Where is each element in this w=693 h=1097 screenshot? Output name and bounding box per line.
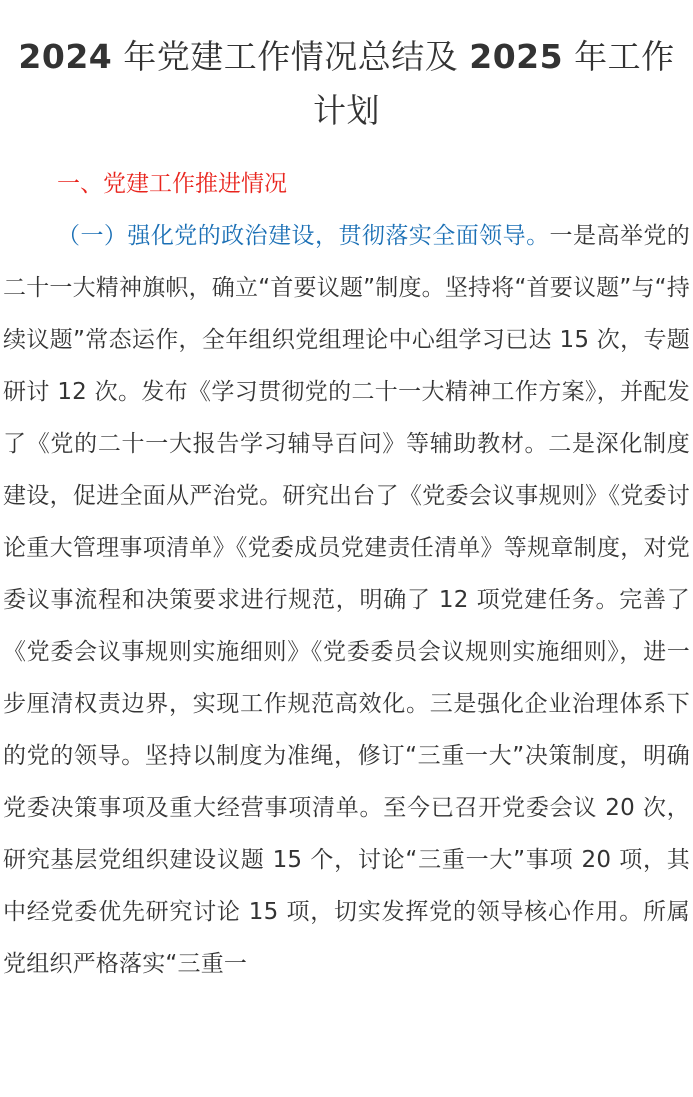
title-year-2025: 2025 bbox=[469, 37, 564, 76]
paragraph-text: 一是高举党的二十一大精神旗帜，确立“首要议题”制度。坚持将“首要议题”与“持续议题”常态运作，全年组织党组理论中心组学习已达 15 次，专题研讨 12 次。发布《学习贯彻党的二十一大精神工作方案》，并配发了《党的二十一大报告学习辅导百问》等辅助教材。二是深化制度建设，促进全面从严治党。研究出台了《党委会议事规则》《党委讨论重大管理事项清单》《党委成员党建责任清单》等规章制度，对党委议事流程和决策要求进行规范，明确了 12 项党建任务。完善了《党委会议事规则实施细则》《党委委员会议规则实施细则》，进一步厘清权责边界，实现工作规范高效化。三是强化企业治理体系下的党的领导。坚持以制度为准绳，修订“三重一大”决策制度，明确党委决策事项及重大经营事项清单。至今已召开党委会议 20 次，研究基层党组织建设议题 15 个，讨论“三重一大”事项 20 项，其中经党委优先研究讨论 15 项，切实发挥党的领导核心作用。所属党组织严格落实“三重一 bbox=[3, 223, 690, 977]
document-title bbox=[3, 30, 690, 138]
subsection-heading: （一）强化党的政治建设，贯彻落实全面领导。 bbox=[57, 223, 550, 249]
title-year-2024: 2024 bbox=[18, 37, 113, 76]
body-paragraph bbox=[3, 210, 690, 990]
title-end-text: 年工作计划 bbox=[313, 37, 675, 130]
title-middle-text: 年党建工作情况总结及 bbox=[112, 37, 470, 76]
section-heading: 一、党建工作推进情况 bbox=[57, 171, 287, 197]
